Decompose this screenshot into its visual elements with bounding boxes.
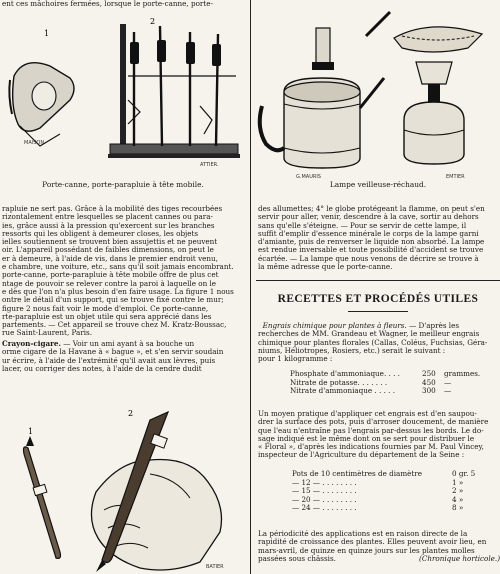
text-line: rapluie ne sert pas. Grâce à la mobilité des tiges recourbées: [2, 205, 223, 213]
text-line: servir pour aller, venir, descendre à la cave, sortir au dehors: [258, 213, 479, 222]
text-line: que l'eau n'entraîne pas l'engrais par-dessus les bords. Le do-: [258, 426, 484, 435]
text-line: ntage de pouvoir se relever contre la paroi à laquelle on le: [2, 279, 217, 288]
left-top-text: [2, 0, 246, 8]
pot-size: — 20 — . . . . . . . .: [292, 494, 357, 504]
text-line: rue Saint-Laurent, Paris.: [2, 329, 93, 338]
text-line: ent ces mâchoires fermées, lorsque le porte-canne, porte-: [2, 0, 213, 8]
pot-dose: 4 »: [452, 494, 464, 504]
text-line: drer la surface des pots, puis d'arroser doucement, de manière: [258, 418, 489, 427]
text-line: niums, Héliotropes, Rosiers, etc.) serait le suivant :: [258, 346, 446, 355]
text-line: recherches de MM. Grandeau et Wagner, le meilleur engrais: [258, 330, 480, 339]
pot-dose: 0 gr. 5: [452, 469, 476, 478]
left-body-1: [2, 205, 246, 338]
svg-text:BATIER: BATIER: [206, 564, 224, 570]
pot-dose: 1 »: [452, 477, 464, 487]
text-line: ontre le détail d'un support, qui se trouve fixé contre le mur;: [2, 296, 224, 305]
left-body-2: [2, 340, 246, 373]
pots-table: [292, 470, 500, 513]
text-line: lacer, ou corriger des notes, à l'aide de la cendre dudit: [2, 364, 202, 373]
heading-underline: [348, 311, 408, 312]
pot-dose: 2 »: [452, 486, 464, 495]
text-line: porte-canne, porte-parapluie à tête mobile offre de plus cet: [2, 271, 219, 280]
periodicite-paragraph: [258, 530, 500, 563]
text-line: ur écrire, à l'aide de l'extrémité qu'il avait aux lèvres, puis: [2, 356, 216, 365]
table-row: [290, 387, 500, 396]
ingredient-name: Nitrate de potasse. . . . . . .: [290, 377, 388, 387]
table-row: [292, 504, 500, 513]
ingredient-unit: grammes.: [444, 369, 481, 378]
crayon-cigare-title: Crayon-cigare.: [2, 340, 61, 348]
text-line: sans qu'elle s'éteigne. — Pour se servir de cette lampe, il: [258, 221, 467, 230]
text-line: ressorts qui les obligent à demeurer closes, les objets: [2, 229, 199, 238]
text-line: est rendue inversable et toute possibilité d'accident se trouve: [258, 246, 484, 255]
text-line: « Floral », d'après les indications fournies par M. Paul Vincey,: [258, 443, 484, 452]
svg-text:EMTIER: EMTIER: [446, 174, 465, 178]
ingredient-unit: —: [444, 377, 452, 387]
text-line: er à demeure, à l'aide de vis, dans le premier endroit venu,: [2, 254, 218, 263]
lampe-veilleuse-illustration: [256, 8, 500, 178]
svg-text:MAISON: MAISON: [24, 140, 45, 146]
text-line: Un moyen pratique d'appliquer cet engrais est d'en saupou-: [258, 410, 477, 418]
text-line: La périodicité des applications est en raison directe de la: [258, 530, 468, 538]
column-divider: [250, 0, 251, 574]
text-line: ies, grâce aussi à la pression qu'exercent sur les branches: [2, 221, 215, 230]
caption-porte-canne: Porte-canne, porte-parapluie à tête mobile.: [42, 180, 204, 189]
figure-number: 2: [150, 17, 156, 26]
text-line: passées sous châssis.: [258, 554, 336, 563]
text-line: la même adresse que le porte-canne.: [258, 263, 393, 272]
text-line: rte-parapluie est un objet utile qui sera apprécié dans les: [2, 312, 212, 321]
text-line: des allumettes; 4° le globe protégeant la flamme, on peut s'en: [258, 205, 485, 213]
pot-size: Pots de 10 centimètres de diamètre: [292, 469, 422, 478]
text-line: inspecteur de l'Agriculture du département de la Seine :: [258, 451, 465, 460]
text-line: suffit d'emplir d'essence minérale le corps de la lampe garni: [258, 229, 479, 238]
svg-text:ATTIER.: ATTIER.: [200, 162, 219, 168]
pot-size: — 12 — . . . . . . . .: [292, 477, 357, 487]
text-line: — Voir un ami ayant à sa bouche un: [61, 340, 195, 348]
text-line: chimique pour plantes florales (Callas, Coléus, Fuchsias, Géra-: [258, 338, 488, 347]
porte-canne-illustration: [0, 16, 246, 176]
section-rule: [256, 280, 500, 281]
ingredient-name: Nitrate d'ammoniaque . . . . .: [290, 386, 395, 395]
caption-lampe: Lampe veilleuse-réchaud.: [329, 180, 427, 189]
text-line: pour 1 kilogramme :: [258, 355, 333, 364]
engrais-title: Engrais chimique pour plantes à fleurs.: [262, 322, 407, 330]
section-heading: RECETTES ET PROCÉDÉS UTILES: [277, 293, 479, 305]
text-line: d'amiante, puis de renverser le liquide non absorbé. La lampe: [258, 238, 485, 247]
ingredient-name: Phosphate d'ammoniaque. . . .: [290, 369, 400, 378]
figure-number: 1: [28, 427, 34, 436]
pot-size: — 24 — . . . . . . . .: [292, 503, 357, 512]
ingredient-unit: —: [444, 386, 452, 395]
left-column: [0, 0, 246, 574]
right-body-1: [258, 205, 500, 271]
dosage-paragraph: [258, 410, 500, 460]
text-line: sage indiqué est le même dont on se sert pour distribuer le: [258, 434, 475, 443]
text-line: — D'après les: [406, 322, 460, 330]
figure-number: 1: [44, 29, 50, 38]
svg-text:G.MAURIS: G.MAURIS: [296, 174, 321, 178]
engrais-table: [290, 370, 500, 396]
text-line: e dès que l'on n'a plus besoin d'en faire usage. La figure 1 nous: [2, 287, 234, 296]
crayon-cigare-illustration: [0, 382, 246, 574]
text-line: ielles soutiennent se trouvent bien assujettis et ne peuvent: [2, 238, 218, 247]
text-line: écartée. — La lampe que nous venons de décrire se trouve à: [258, 254, 479, 263]
text-line: mars-avril, de quinze en quinze jours sur les plantes molles: [258, 546, 475, 555]
text-line: orme cigare de la Havane à « bague », et s'en servir soudain: [2, 348, 224, 357]
text-line: rizontalement entre lesquelles se placent cannes ou para-: [2, 213, 213, 222]
figure-number: 2: [128, 409, 134, 418]
engrais-paragraph: [258, 322, 500, 363]
text-line: oir. L'appareil possédant de faibles dimensions, on peut le: [2, 246, 214, 255]
text-line: partements. — Cet appareil se trouve chez M. Kratz-Boussac,: [2, 321, 227, 330]
ingredient-qty: 250: [422, 369, 436, 378]
ingredient-qty: 450: [422, 377, 436, 387]
pot-size: — 15 — . . . . . . . .: [292, 486, 357, 495]
text-line: e chambre, une voiture, etc., sans qu'il soit jamais encombrant.: [2, 263, 234, 272]
text-line: rapidité de croissance des plantes. Elles peuvent avoir lieu, en: [258, 538, 487, 547]
source-citation: (Chronique horticole.): [419, 554, 500, 563]
text-line: figure 2 nous fait voir le mode d'emploi. Ce porte-canne,: [2, 304, 209, 313]
ingredient-qty: 300: [422, 386, 436, 395]
pot-dose: 8 »: [452, 503, 464, 512]
right-column: [256, 0, 500, 574]
